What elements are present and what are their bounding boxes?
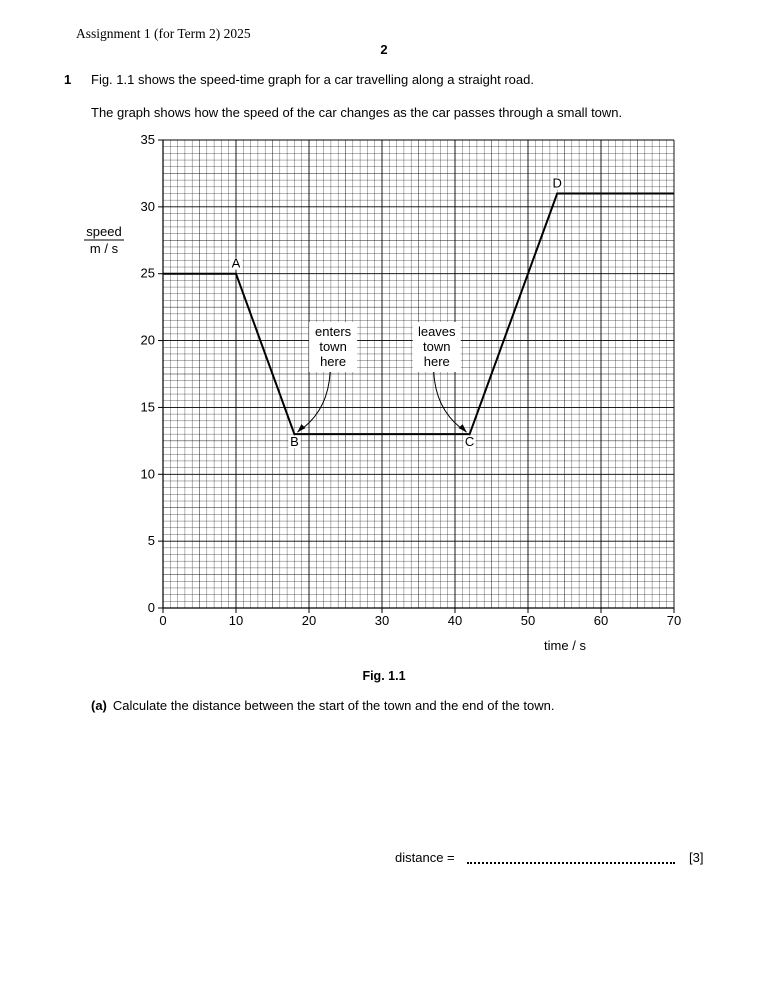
point-label-A: A <box>231 255 241 271</box>
y-axis-label-bottom: m / s <box>89 241 119 256</box>
part-a-label: (a) <box>91 698 107 713</box>
annotation-text: here <box>320 354 347 369</box>
point-label-B: B <box>290 434 299 450</box>
question-intro-line1: Fig. 1.1 shows the speed-time graph for a car travelling along a straight road. <box>91 72 534 87</box>
x-tick-label: 40 <box>447 613 463 628</box>
annotation-arrow <box>297 372 330 432</box>
assignment-header: Assignment 1 (for Term 2) 2025 <box>76 26 251 41</box>
part-a-text: Calculate the distance between the start of the town and the end of the town. <box>112 698 555 713</box>
point-label-C: C <box>464 434 475 450</box>
x-axis-label: time / s <box>544 638 586 653</box>
y-axis-label-top: speed <box>86 224 122 239</box>
x-tick-label: 70 <box>666 613 682 628</box>
distance-answer-line[interactable] <box>467 862 675 864</box>
figure-caption: Fig. 1.1 <box>362 669 406 683</box>
annotation-text: here <box>423 354 450 369</box>
y-tick-label: 10 <box>140 466 155 482</box>
annotation-text: town <box>423 339 451 354</box>
question-intro-line2: The graph shows how the speed of the car changes as the car passes through a small town. <box>91 105 623 120</box>
annotation-arrowhead <box>459 424 467 432</box>
y-tick-label: 0 <box>147 600 155 615</box>
y-tick-label: 25 <box>140 265 155 281</box>
y-tick-label: 35 <box>140 132 155 147</box>
x-tick-label: 30 <box>374 613 390 628</box>
point-label-D: D <box>552 175 562 191</box>
annotation-text: enters <box>315 324 352 339</box>
x-tick-label: 10 <box>228 613 244 628</box>
y-tick-label: 30 <box>140 198 155 214</box>
x-tick-label: 50 <box>520 613 536 628</box>
part-a-question <box>91 698 554 713</box>
y-tick-label: 15 <box>140 399 155 415</box>
annotation-text: leaves <box>417 324 456 339</box>
question-number: 1 <box>64 72 72 87</box>
distance-answer-label: distance = <box>395 850 455 865</box>
annotation-arrowhead <box>297 424 305 432</box>
marks-label: [3] <box>689 850 704 865</box>
x-tick-label: 0 <box>159 613 167 628</box>
page-number: 2 <box>380 42 388 57</box>
y-tick-label: 20 <box>140 332 155 348</box>
y-tick-label: 5 <box>147 533 155 549</box>
x-tick-label: 60 <box>593 613 609 628</box>
annotation-arrow <box>434 372 467 432</box>
annotation-text: town <box>319 339 347 354</box>
x-tick-label: 20 <box>301 613 317 628</box>
